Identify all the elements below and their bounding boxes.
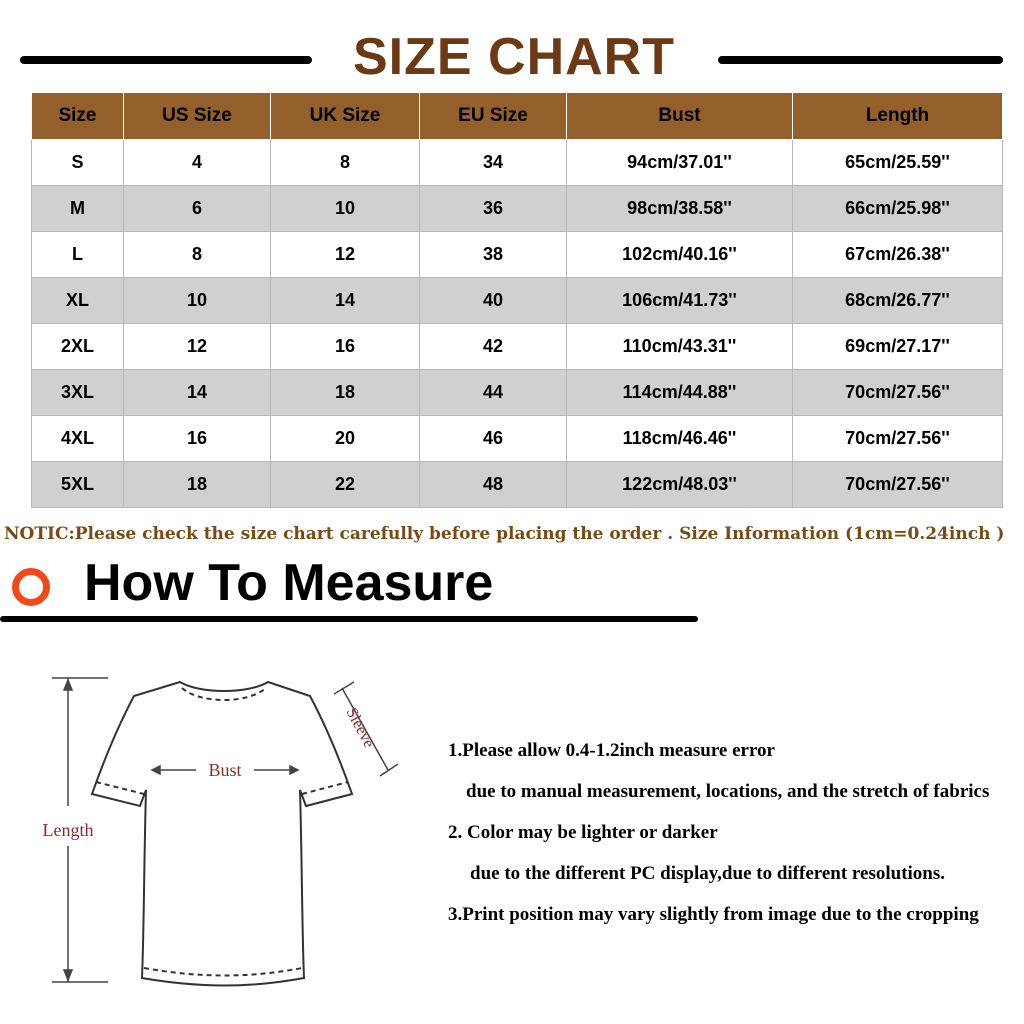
size-notice: NOTIC:Please check the size chart carefully before placing the order . Size Information (1cm=0.24inch ) xyxy=(4,524,1005,544)
table-cell: 102cm/40.16'' xyxy=(567,232,793,278)
table-cell: 48 xyxy=(420,462,567,508)
table-cell: 46 xyxy=(420,416,567,462)
table-cell: 16 xyxy=(124,416,271,462)
section-divider xyxy=(0,616,698,622)
table-cell: 65cm/25.59'' xyxy=(793,140,1003,186)
length-arrow-bottom xyxy=(64,970,72,980)
table-row xyxy=(32,232,1003,278)
table-cell: 38 xyxy=(420,232,567,278)
table-cell: 4XL xyxy=(32,416,124,462)
measure-notes xyxy=(448,736,1018,941)
table-cell: 14 xyxy=(124,370,271,416)
size-chart-header xyxy=(0,26,1024,96)
table-cell: 70cm/27.56'' xyxy=(793,462,1003,508)
table-cell: 3XL xyxy=(32,370,124,416)
tshirt-outline xyxy=(92,682,352,986)
table-cell: 34 xyxy=(420,140,567,186)
table-cell: 4 xyxy=(124,140,271,186)
note-3: 3.Print position may vary slightly from image due to the cropping xyxy=(448,904,979,925)
table-cell: 94cm/37.01'' xyxy=(567,140,793,186)
column-header-eu-size: EU Size xyxy=(420,93,567,140)
table-cell: 67cm/26.38'' xyxy=(793,232,1003,278)
table-row xyxy=(32,324,1003,370)
table-cell: 12 xyxy=(124,324,271,370)
column-header-length: Length xyxy=(793,93,1003,140)
column-header-size: Size xyxy=(32,93,124,140)
table-header-row xyxy=(32,93,1003,140)
table-row xyxy=(32,186,1003,232)
how-to-measure-header xyxy=(0,552,1024,632)
page-title: SIZE CHART xyxy=(353,28,675,86)
table-cell: XL xyxy=(32,278,124,324)
table-cell: 18 xyxy=(124,462,271,508)
sleeve-label: Sleeve xyxy=(342,705,378,751)
table-cell: 20 xyxy=(271,416,420,462)
table-row xyxy=(32,278,1003,324)
table-cell: 66cm/25.98'' xyxy=(793,186,1003,232)
column-header-us-size: US Size xyxy=(124,93,271,140)
table-cell: 36 xyxy=(420,186,567,232)
ring-bullet-icon xyxy=(12,568,50,606)
bust-arrow-left xyxy=(152,766,160,774)
note-1-detail: due to manual measurement, locations, and the stretch of fabrics xyxy=(466,781,990,802)
tshirt-diagram xyxy=(20,660,420,1020)
bottom-hem xyxy=(144,968,302,976)
table-cell: 70cm/27.56'' xyxy=(793,370,1003,416)
table-cell: 8 xyxy=(124,232,271,278)
table-cell: 106cm/41.73'' xyxy=(567,278,793,324)
table-cell: 110cm/43.31'' xyxy=(567,324,793,370)
note-1: 1.Please allow 0.4-1.2inch measure error xyxy=(448,740,775,761)
table-cell: 12 xyxy=(271,232,420,278)
table-cell: 2XL xyxy=(32,324,124,370)
table-row xyxy=(32,416,1003,462)
title-divider-left xyxy=(20,56,312,64)
table-cell: L xyxy=(32,232,124,278)
table-row xyxy=(32,370,1003,416)
table-cell: 42 xyxy=(420,324,567,370)
table-cell: 10 xyxy=(271,186,420,232)
table-cell: 98cm/38.58'' xyxy=(567,186,793,232)
table-cell: 10 xyxy=(124,278,271,324)
left-sleeve-hem xyxy=(96,782,144,794)
note-2-detail: due to the different PC display,due to different resolutions. xyxy=(470,863,946,884)
column-header-bust: Bust xyxy=(567,93,793,140)
table-cell: 122cm/48.03'' xyxy=(567,462,793,508)
table-cell: 18 xyxy=(271,370,420,416)
bust-label: Bust xyxy=(208,760,242,780)
table-cell: 5XL xyxy=(32,462,124,508)
table-row xyxy=(32,462,1003,508)
section-title: How To Measure xyxy=(84,554,494,612)
table-cell: S xyxy=(32,140,124,186)
note-2: 2. Color may be lighter or darker xyxy=(448,822,718,843)
title-divider-right xyxy=(718,56,1003,64)
right-sleeve-hem xyxy=(302,782,348,794)
sleeve-tick-bottom xyxy=(380,764,398,776)
bust-arrow-right xyxy=(290,766,298,774)
table-row xyxy=(32,140,1003,186)
table-cell: 40 xyxy=(420,278,567,324)
tshirt-neckline xyxy=(182,688,266,700)
table-cell: 68cm/26.77'' xyxy=(793,278,1003,324)
table-cell: 6 xyxy=(124,186,271,232)
length-arrow-top xyxy=(64,680,72,690)
table-cell: 22 xyxy=(271,462,420,508)
table-cell: 16 xyxy=(271,324,420,370)
table-cell: 70cm/27.56'' xyxy=(793,416,1003,462)
size-table xyxy=(31,92,1003,508)
table-cell: 8 xyxy=(271,140,420,186)
table-cell: 118cm/46.46'' xyxy=(567,416,793,462)
table-cell: 114cm/44.88'' xyxy=(567,370,793,416)
length-label: Length xyxy=(42,820,94,840)
table-cell: M xyxy=(32,186,124,232)
table-cell: 14 xyxy=(271,278,420,324)
table-cell: 69cm/27.17'' xyxy=(793,324,1003,370)
column-header-uk-size: UK Size xyxy=(271,93,420,140)
table-cell: 44 xyxy=(420,370,567,416)
